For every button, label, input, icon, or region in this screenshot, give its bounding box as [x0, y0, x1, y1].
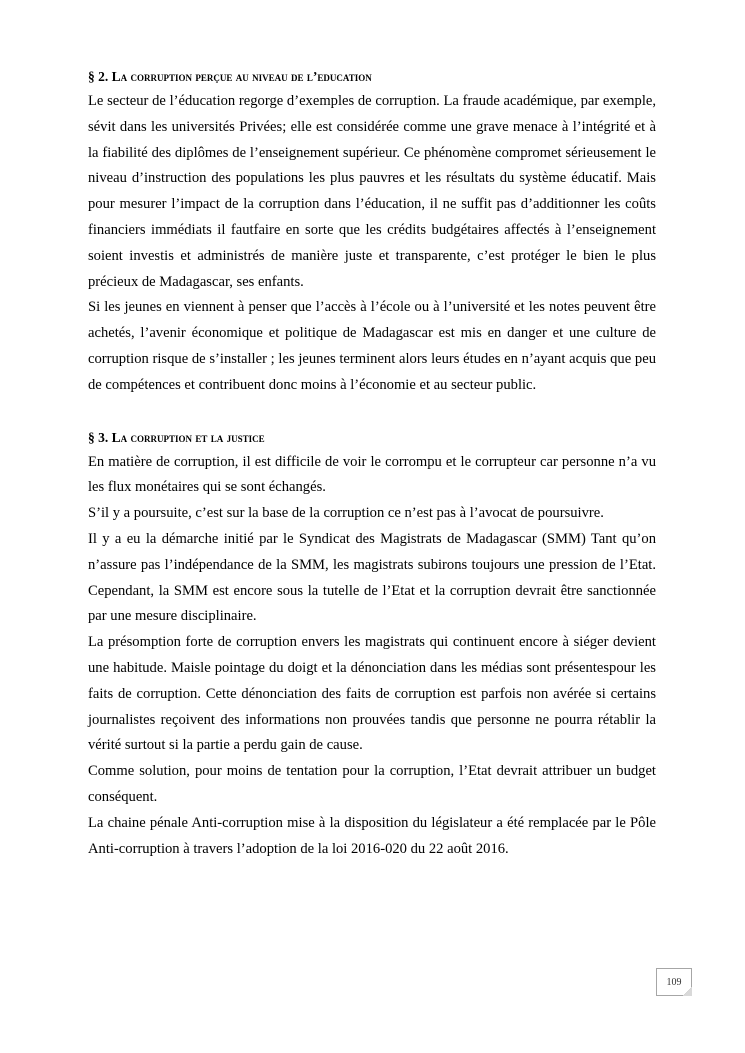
section-heading: § 2. La corruption perçue au niveau de l’education	[88, 69, 372, 84]
section-heading: § 3. La corruption et la justice	[88, 429, 265, 445]
page-number-box	[656, 968, 692, 996]
paragraph: Le secteur de l’éducation regorge d’exemples de corruption. La fraude académique, par exemple, sévit dans les universités Privées; elle est considérée comme une grave menace à l’intégrité et à la fiabilité des diplômes de l’enseignement supérieur. Ce phénomène compromet sérieusement le niveau d’instruction des populations les plus pauvres et les résultats du système éducatif. Mais pour mesurer l’impact de la corruption dans l’éducation, il ne suffit pas d’additionner les coûts financiers immédiats il fautfaire en sorte que les crédits budgétaires affectés à l’enseignement soient investis et administrés de manière juste et transparente, c’est protéger le bien le plus précieux de Madagascar, ses enfants.	[88, 93, 656, 290]
paragraph: S’il y a poursuite, c’est sur la base de la corruption ce n’est pas à l’avocat de poursuivre.	[88, 505, 604, 522]
paragraph: La présomption forte de corruption envers les magistrats qui continuent encore à siéger devient une habitude. Maisle pointage du doigt et la dénonciation dans les médias sont présentespour les faits de corruption. Cette dénonciation des faits de corruption est parfois non avérée si certains journalistes reçoivent des informations non prouvées tandis que personne ne pourra rétablir la vérité surtout si la partie a perdu gain de cause.	[88, 634, 656, 754]
paragraph: La chaine pénale Anti-corruption mise à la disposition du législateur a été remplacée par le Pôle Anti-corruption à travers l’adoption de la loi 2016-020 du 22 août 2016.	[88, 814, 656, 857]
paragraph: Comme solution, pour moins de tentation pour la corruption, l’Etat devrait attribuer un budget conséquent.	[88, 763, 656, 805]
page-number: 109	[666, 977, 682, 988]
paragraph: En matière de corruption, il est difficile de voir le corrompu et le corrupteur car personne n’a vu les flux monétaires qui se sont échangés.	[88, 453, 656, 496]
section-education	[88, 62, 656, 399]
paragraph: Il y a eu la démarche initié par le Syndicat des Magistrats de Madagascar (SMM) Tant qu’on n’assure pas l’indépendance de la SMM, les magistrats subirons toujours une pression de l’Etat. Cependant, la SMM est encore sous la tutelle de l’Etat et la corruption devrait être sanctionnée par une mesure disciplinaire.	[88, 530, 656, 625]
paragraph: Si les jeunes en viennent à penser que l’accès à l’école ou à l’université et les notes peuvent être achetés, l’avenir économique et politique de Madagascar est mis en danger et une culture de corruption risque de s’installer ; les jeunes terminent alors leurs études en n’ayant acquis que peu de compétences et contribuent donc moins à l’économie et au secteur public.	[88, 299, 656, 393]
section-justice	[88, 423, 656, 863]
document-page	[88, 62, 656, 886]
folded-corner-icon	[683, 987, 692, 996]
